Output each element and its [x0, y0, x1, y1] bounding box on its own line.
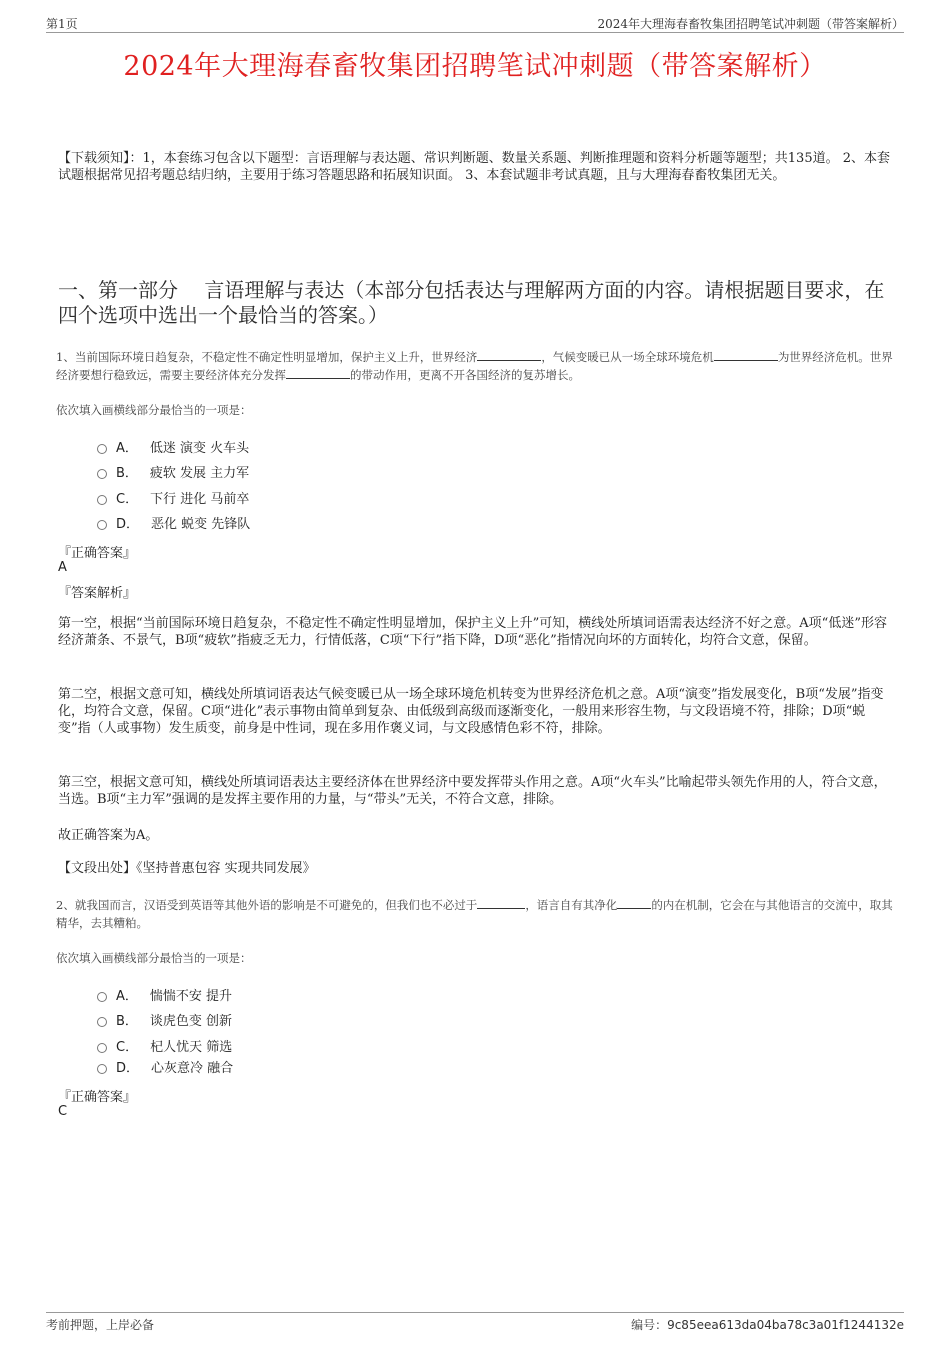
page-header	[46, 12, 904, 33]
download-notice: 【下载须知】：1，本套练习包含以下题型：言语理解与表达题、常识判断题、数量关系题、判断推理题和资料分析题等题型；共135道。 2、本套试题根据常见招考题总结归纳，主要用于练习答题思路和拓展知识面。 3、本套试题非考试真题，且与大理海春畜牧集团无关。	[58, 151, 890, 183]
radio-icon[interactable]	[97, 444, 107, 454]
answer-heading: 『正确答案』	[58, 546, 137, 561]
analysis-paragraph-2: 第二空，根据文意可知，横线处所填词语表达气候变暖已从一场全球环境危机转变为世界经济危机之意。A项“演变”指发展变化，B项“发展”指变化，均符合文意，保留。C项“进化”表示事物由简单到复杂、由低级到高级而逐渐变化，一般用来形容生物，与文段语境不符，排除；D项“蜕变”指（人或事物）发生质变，前身是中性词，现在多用作褒义词，与文段感情色彩不符，排除。	[58, 687, 884, 736]
question-2-stem: 2、就我国而言，汉语受到英语等其他外语的影响是不可避免的，但我们也不必过于 ，语言自有其净化 的内在机制，它会在与其他语言的交流中，取其精华，去其糟粕。	[56, 898, 893, 930]
blank-line	[477, 896, 525, 909]
radio-icon[interactable]	[97, 1064, 107, 1074]
passage-source: 【文段出处】《坚持普惠包容 实现共同发展》	[58, 861, 316, 876]
question-1-stem: 1、当前国际环境日趋复杂，不稳定性不确定性明显增加，保护主义上升，世界经济 ，气候变暖已从一场全球环境危机 为世界经济危机。世界经济要想行稳致远，需要主要经济体充分发挥 的带动作用，更离不开各国经济的复苏增长。	[56, 350, 893, 382]
answer-value: A	[58, 560, 67, 575]
q2-option-a[interactable]: A． 惴惴不安 提升	[97, 985, 232, 1004]
blank-line	[286, 366, 350, 379]
q2-option-d[interactable]: D． 心灰意冷 融合	[97, 1057, 233, 1076]
header-doc-title: 2024年大理海春畜牧集团招聘笔试冲刺题（带答案解析）	[597, 17, 904, 31]
blank-line	[714, 348, 778, 361]
page-footer	[46, 1312, 904, 1333]
radio-icon[interactable]	[97, 469, 107, 479]
document-title: 2024年大理海春畜牧集团招聘笔试冲刺题（带答案解析）	[123, 51, 827, 82]
radio-icon[interactable]	[97, 1017, 107, 1027]
footer-slogan: 考前押题，上岸必备	[46, 1318, 155, 1332]
analysis-paragraph-3: 第三空，根据文意可知，横线处所填词语表达主要经济体在世界经济中要发挥带头作用之意。A项“火车头”比喻起带头领先作用的人，符合文意，当选。B项“主力军”强调的是发挥主要作用的力量，与“带头”无关，不符合文意，排除。	[58, 775, 887, 807]
analysis-conclusion: 故正确答案为A。	[58, 828, 159, 843]
footer-code: 编号：9c85eea613da04ba78c3a01f1244132e	[631, 1318, 904, 1332]
analysis-heading: 『答案解析』	[58, 586, 137, 601]
answer-heading: 『正确答案』	[58, 1090, 137, 1105]
question-2-prompt: 依次填入画横线部分最恰当的一项是：	[56, 951, 252, 965]
radio-icon[interactable]	[97, 1043, 107, 1053]
q1-option-b[interactable]: B． 疲软 发展 主力军	[97, 462, 249, 481]
section-heading: 一、第一部分 言语理解与表达（本部分包括表达与理解两方面的内容。请根据题目要求，在四个选项中选出一个最恰当的答案。）	[58, 278, 885, 327]
question-1-prompt: 依次填入画横线部分最恰当的一项是：	[56, 403, 252, 417]
q1-option-d[interactable]: D． 恶化 蜕变 先锋队	[97, 513, 250, 532]
radio-icon[interactable]	[97, 520, 107, 530]
radio-icon[interactable]	[97, 992, 107, 1002]
q2-option-c[interactable]: C． 杞人忧天 筛选	[97, 1036, 232, 1055]
q1-option-a[interactable]: A． 低迷 演变 火车头	[97, 437, 249, 456]
blank-line	[617, 896, 651, 909]
blank-line	[477, 348, 541, 361]
analysis-paragraph-1: 第一空，根据“当前国际环境日趋复杂，不稳定性不确定性明显增加，保护主义上升”可知，横线处所填词语需表达经济不好之意。A项“低迷”形容经济萧条、不景气，B项“疲软”指疲乏无力，行情低落，C项“下行”指下降，D项“恶化”指情况向坏的方面转化，均符合文意，保留。	[58, 616, 887, 648]
page-number: 第1页	[46, 17, 78, 31]
answer-value: C	[58, 1104, 68, 1119]
q1-option-c[interactable]: C． 下行 进化 马前卒	[97, 488, 249, 507]
q2-option-b[interactable]: B． 谈虎色变 创新	[97, 1010, 232, 1029]
radio-icon[interactable]	[97, 495, 107, 505]
